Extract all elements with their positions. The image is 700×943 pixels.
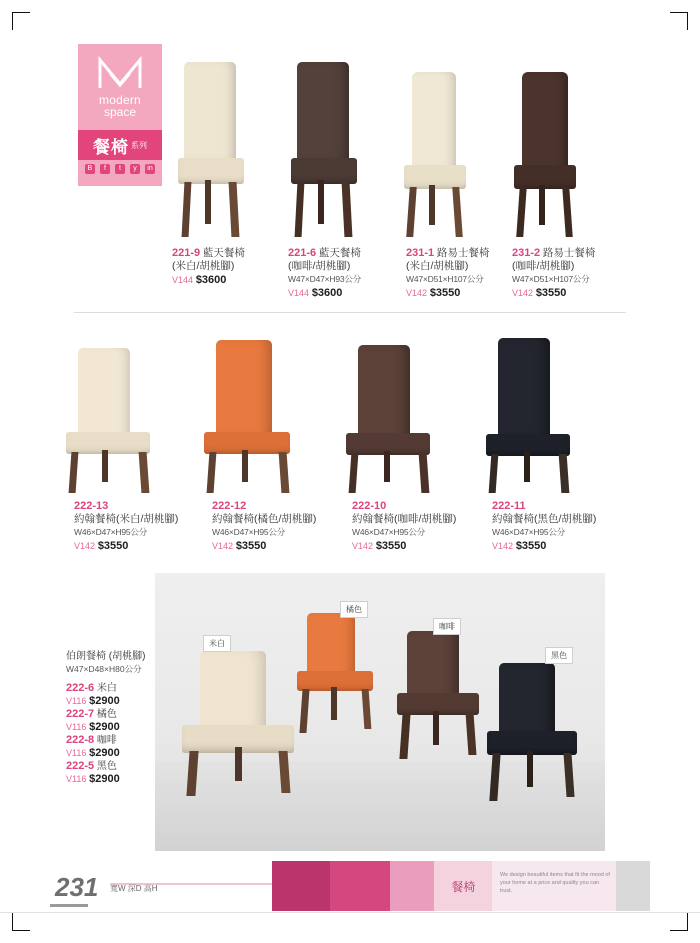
product-variant: (米白/胡桃腳) xyxy=(172,260,235,272)
product-code: 221-6 xyxy=(288,247,317,259)
variant-code: 222-7 xyxy=(66,708,95,720)
product-dimensions: W46×D47×H95公分 xyxy=(74,527,147,537)
product-caption-222-11 xyxy=(492,500,612,553)
social-icons xyxy=(78,164,162,174)
footer-block-tagline xyxy=(492,861,616,911)
product-variant: (黑色/胡桃腳) xyxy=(534,513,597,525)
product-name: 約翰餐椅 xyxy=(352,513,394,525)
scene-tag-brown: 咖啡 xyxy=(433,618,461,635)
brand-space-text: space xyxy=(103,105,137,119)
product-variant: (米白/胡桃腳) xyxy=(406,260,469,272)
product-variant: (米白/胡桃腳) xyxy=(116,513,179,525)
product-caption-221-9 xyxy=(172,247,292,287)
product-variant: (咖啡/胡桃腳) xyxy=(512,260,575,272)
product-variant: (橘色/胡桃腳) xyxy=(254,513,317,525)
product-price: $3550 xyxy=(429,287,461,299)
product-name: 約翰餐椅 xyxy=(492,513,534,525)
crop-mark-top-right xyxy=(670,12,688,30)
variant-color-label: 咖啡 xyxy=(96,735,117,746)
bottom-variant-row xyxy=(66,682,186,695)
variant-color-label: 橘色 xyxy=(96,709,117,720)
variant-vcode: V116 xyxy=(66,696,87,706)
variant-vcode: V116 xyxy=(66,748,87,758)
product-code: 231-2 xyxy=(512,247,541,259)
facebook-icon[interactable]: f xyxy=(100,164,110,174)
product-dimensions: W47×D51×H107公分 xyxy=(406,274,484,284)
variant-code: 222-5 xyxy=(66,760,95,772)
bottom-variant-price xyxy=(66,721,186,734)
bottom-product-title: 伯朗餐椅 (胡桃腳) xyxy=(66,651,146,662)
behance-icon[interactable]: B xyxy=(85,164,95,174)
chair-image-231-1 xyxy=(398,72,474,237)
product-dimensions: W46×D47×H95公分 xyxy=(212,527,285,537)
footer-block-series-accent xyxy=(390,861,434,911)
footer-tagline-text: We design beautiful items that fit the mood of your home at a price and quality you can trust. xyxy=(500,872,610,894)
footer-bottom-rule xyxy=(0,912,700,913)
product-price: $3600 xyxy=(195,274,227,286)
brand-modern-text: modern xyxy=(99,93,141,107)
series-title: 餐椅 xyxy=(93,137,129,157)
variant-price: $2900 xyxy=(89,773,120,785)
chair-image-222-10 xyxy=(340,345,440,493)
product-dimensions: W46×D47×H95公分 xyxy=(492,527,565,537)
product-caption-221-6 xyxy=(288,247,408,300)
chair-image-222-12 xyxy=(200,340,300,493)
scene-chair-beige xyxy=(180,651,305,796)
chair-image-231-2 xyxy=(508,72,584,237)
variant-code: 222-6 xyxy=(66,682,95,694)
product-name: 路易士餐椅 xyxy=(436,247,490,259)
page-number: 231 xyxy=(55,872,99,902)
chair-image-221-9 xyxy=(172,62,250,237)
product-price: $3550 xyxy=(97,540,129,552)
product-vcode: V142 xyxy=(492,541,514,551)
variant-price: $2900 xyxy=(89,747,120,759)
product-caption-222-10 xyxy=(352,500,472,553)
product-caption-222-12 xyxy=(212,500,332,553)
footer-block-grey xyxy=(616,861,650,911)
product-price: $3550 xyxy=(515,540,547,552)
product-vcode: V144 xyxy=(172,275,194,285)
chair-image-221-6 xyxy=(285,62,363,237)
product-dimensions: W47×D51×H107公分 xyxy=(512,274,590,284)
product-variant: (咖啡/胡桃腳) xyxy=(394,513,457,525)
footer-note: 寬W 深D 高H xyxy=(110,884,158,893)
bottom-variant-row xyxy=(66,708,186,721)
product-vcode: V144 xyxy=(288,288,310,298)
variant-price: $2900 xyxy=(89,695,120,707)
row-divider-1 xyxy=(74,312,626,313)
product-caption-231-2 xyxy=(512,247,632,300)
page-number-rule xyxy=(50,904,88,907)
product-vcode: V142 xyxy=(512,288,534,298)
product-caption-231-1 xyxy=(406,247,526,300)
page-footer xyxy=(0,851,700,943)
variant-code: 222-8 xyxy=(66,734,95,746)
monogram-icon xyxy=(96,56,144,90)
product-code: 222-12 xyxy=(212,500,247,512)
product-code: 221-9 xyxy=(172,247,201,259)
product-code: 231-1 xyxy=(406,247,435,259)
chair-image-222-13 xyxy=(62,348,162,493)
scene-tag-beige: 米白 xyxy=(203,635,231,652)
bottom-product-block xyxy=(66,650,186,786)
series-subtitle: 系列 xyxy=(131,140,147,150)
product-vcode: V142 xyxy=(406,288,428,298)
footer-series-zh: 餐椅 xyxy=(451,880,476,894)
product-price: $3600 xyxy=(311,287,343,299)
product-name: 約翰餐椅 xyxy=(212,513,254,525)
brand-logo xyxy=(78,44,162,186)
product-name: 藍天餐椅 xyxy=(202,247,245,259)
product-code: 222-13 xyxy=(74,500,109,512)
scene-tag-orange: 橘色 xyxy=(340,601,368,618)
product-code: 222-10 xyxy=(352,500,387,512)
twitter-icon[interactable]: t xyxy=(115,164,125,174)
product-variant: (咖啡/胡桃腳) xyxy=(288,260,351,272)
product-code: 222-11 xyxy=(492,500,526,512)
product-price: $3550 xyxy=(375,540,407,552)
chair-image-222-11 xyxy=(480,338,580,493)
product-price: $3550 xyxy=(535,287,567,299)
bottom-variant-price xyxy=(66,747,186,760)
scene-chair-orange xyxy=(295,613,381,735)
series-band xyxy=(78,130,162,160)
variant-color-label: 米白 xyxy=(96,683,117,694)
product-price: $3550 xyxy=(235,540,267,552)
product-vcode: V142 xyxy=(352,541,374,551)
product-vcode: V142 xyxy=(212,541,234,551)
scene-chair-black xyxy=(485,663,585,801)
linkedin-icon[interactable]: in xyxy=(145,164,155,174)
variant-color-label: 黑色 xyxy=(96,761,117,772)
bottom-variant-row xyxy=(66,734,186,747)
lifestyle-scene xyxy=(155,573,605,851)
product-name: 藍天餐椅 xyxy=(318,247,361,259)
bottom-variant-price xyxy=(66,695,186,708)
variant-price: $2900 xyxy=(89,721,120,733)
product-name: 路易士餐椅 xyxy=(542,247,596,259)
footer-block-chair-accent xyxy=(272,861,330,911)
scene-chair-brown xyxy=(395,631,487,759)
variant-vcode: V116 xyxy=(66,722,87,732)
bottom-variant-price xyxy=(66,773,186,786)
bottom-variant-row xyxy=(66,760,186,773)
youtube-icon[interactable]: y xyxy=(130,164,140,174)
product-dimensions: W47×D47×H93公分 xyxy=(288,274,361,284)
product-caption-222-13 xyxy=(74,500,194,553)
product-vcode: V142 xyxy=(74,541,96,551)
product-dimensions: W46×D47×H95公分 xyxy=(352,527,425,537)
bottom-product-dimensions: W47×D48×H80公分 xyxy=(66,664,142,674)
variant-vcode: V116 xyxy=(66,774,87,784)
crop-mark-top-left xyxy=(12,12,30,30)
product-name: 約翰餐椅 xyxy=(74,513,116,525)
scene-tag-black: 黑色 xyxy=(545,647,573,664)
